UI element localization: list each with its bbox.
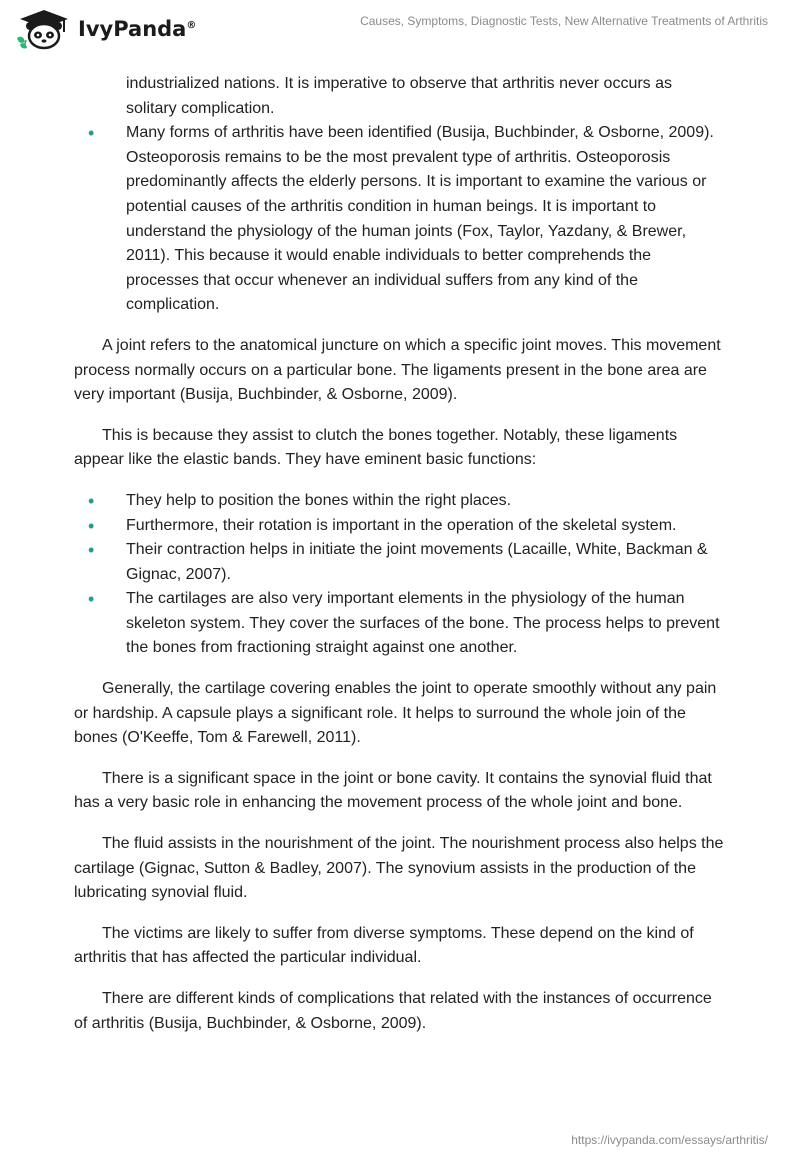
list-item: industrialized nations. It is imperative to observe that arthritis never occurs as solitary complication.	[126, 75, 673, 117]
paragraph: The fluid assists in the nourishment of the joint. The nourishment process also helps the cartilage (Gignac, Sutton & Badley, 2007). The synovium assists in the production of the lubricating synovial fluid.	[74, 835, 724, 902]
ivypanda-logo[interactable]	[14, 8, 196, 50]
bullet-list-causes	[74, 72, 726, 318]
paragraph: This is because they assist to clutch the bones together. Notably, these ligaments appear like the elastic bands. They have eminent basic functions:	[74, 426, 678, 469]
paragraph: The victims are likely to suffer from diverse symptoms. These depend on the kind of arthritis that has affected the particular individual.	[74, 924, 694, 967]
panda-logo-icon	[14, 8, 74, 50]
list-item: • The cartilages are also very important elements in the physiology of the human skeleton system. They cover the surfaces of the bone. The process helps to prevent the bones from fractioning straight against one another.	[74, 587, 726, 661]
page-header	[0, 0, 800, 70]
paragraph: There is a significant space in the joint or bone cavity. It contains the synovial fluid that has a very basic role in enhancing the movement process of the whole joint and bone.	[74, 769, 712, 812]
list-item: • Many forms of arthritis have been identified (Busija, Buchbinder, & Osborne, 2009). Osteoporosis remains to be the most prevalent type of arthritis. Osteoporosis predominantly affects the elderly persons. It is important to examine the various or potential causes of the arthritis condition in human beings. It is important to understand the physiology of the human joints (Fox, Taylor, Yazdany, & Brewer, 2011). This because it would enable individuals to better comprehends the processes that occur whenever an individual suffers from any kind of the complication.	[74, 121, 726, 318]
paragraph: A joint refers to the anatomical juncture on which a specific joint moves. This movement process normally occurs on a particular bone. The ligaments present in the bone area are very important (Busija, Buchbinder, & Osborne, 2009).	[74, 336, 721, 404]
source-url-link[interactable]: https://ivypanda.com/essays/arthritis/	[571, 1133, 768, 1147]
list-item: • They help to position the bones within the right places.	[74, 489, 726, 514]
paragraph: There are different kinds of complications that related with the instances of occurrence of arthritis (Busija, Buchbinder, & Osborne, 2009).	[74, 990, 712, 1032]
paragraph: Generally, the cartilage covering enables the joint to operate smoothly without any pain or hardship. A capsule plays a significant role. It helps to surround the whole join of the bones (O'Keeffe, Tom & Farewell, 2011).	[74, 680, 717, 747]
list-item: • Furthermore, their rotation is important in the operation of the skeletal system.	[74, 514, 726, 539]
essay-body	[74, 72, 726, 1052]
brand-name: IvyPanda®	[78, 17, 197, 41]
bullet-list-ligament-functions	[74, 489, 726, 661]
document-title: Causes, Symptoms, Diagnostic Tests, New Alternative Treatments of Arthritis	[360, 14, 768, 28]
list-item: • Their contraction helps in initiate the joint movements (Lacaille, White, Backman & Gignac, 2007).	[74, 538, 726, 587]
